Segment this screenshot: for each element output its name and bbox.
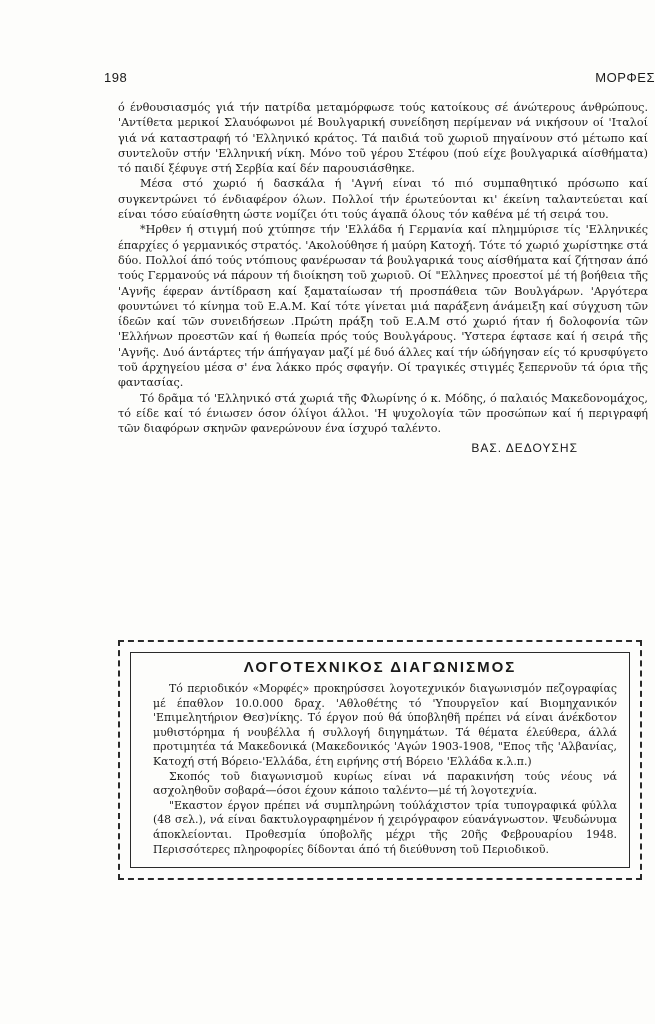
book-review-article <box>118 100 648 456</box>
article-paragraph: ό ένθουσιασμός γιά τήν πατρίδα μεταμόρφωσε τούς κατοίκους σέ άνώτερους άνθρώπους. 'Αντίθετα μερικοί Σλαυόφωνοι μέ Βουλγαρική συνείδηση περίμεναν νά νικήσουν οί 'Ιταλοί γιά νά καταστραφή τό 'Ελληνικό κράτος. Τά παιδιά τοῦ χωριοῦ πηγαίνουν στό μέτωπο καί συντελοῦν στήν 'Ελληνική νίκη. Μόνο τοῦ γέρου Στέφου (πού είχε βουλγαρικά αίσθήματα) τό παιδί ξέφυγε στή Σερβία καί δέν παρουσιάσθηκε. <box>118 101 648 176</box>
contest-title: ΛΟΓΟΤΕΧΝΙΚΟΣ ΔΙΑΓΩΝΙΣΜΟΣ <box>243 659 517 676</box>
contest-paragraph: Σκοπός τοῦ διαγωνισμοῦ κυρίως είναι νά παρακινήση τούς νέους νά ασχοληθοῦν σοβαρά—όσοι έχουν κάποιο ταλέντο—μέ τή λογοτεχνία. <box>153 769 617 798</box>
article-paragraph: Τό δρᾶμα τό 'Ελληνικό στά χωριά τῆς Φλωρίνης ό κ. Μόδης, ό παλαιός Μακεδονομάχος, τό είδε καί τό ένιωσεν όσον όλίγοι άλλοι. 'Η ψυχολογία τῶν προσώπων καί ή περιγραφή τῶν διαφόρων σκηνῶν φανερώνουν ένα ίσχυρό ταλέντο. <box>118 391 648 436</box>
page-number: 198 <box>104 70 128 85</box>
contest-paragraph: Τό περιοδικόν «Μορφές» προκηρύσσει λογοτεχνικόν διαγωνισμόν πεζογραφίας μέ έπαθλον 10.0.000 δραχ. 'Αθλοθέτης τό 'Υπουργεῖον καί Βιομηχανικόν 'Επιμελητήριον Θεσ)νίκης. Τό έργον πού θά ύποβληθῆ πρέπει νά είναι άνέκδοτον μυθιστόρημα ή νουβέλλα ή συλλογή διηγημάτων. Τά θέματα έλεύθερα, άλλά προτιμητέα τά Μακεδονικά (Μακεδονικός 'Αγών 1903-1908, "Επος τῆς 'Αλβανίας, Κατοχή στή Βόρειο-'Ελλάδα, έτη ειρήνης στή Βόρειο 'Ελλάδα κ.λ.π.) <box>153 682 617 768</box>
article-paragraph: *Ηρθεν ή στιγμή πού χτύπησε τήν 'Ελλάδα ή Γερμανία καί πλημμύρισε τίς 'Ελληνικές έπαρχίες ό γερμανικός στρατός. 'Ακολούθησε ή μαύρη Κατοχή. Τότε τό χωριό χωρίστηκε στά δύο. Πολλοί άπό τούς ντόπιους φανέρωσαν τά βουλγαρικά τους αίσθήματα καί ζήτησαν άπό τούς Γερμανούς νά πάρουν τή διοίκηση τοῦ χωριοῦ. Οί "Ελληνες προεστοί μέ τή βοήθεια τῆς 'Αγνῆς έφεραν άντίδραση καί ξαματαίωσαν τή προσπάθεια τῶν Βουλγάρων. 'Αργότερα φουντώνει τό κίνημα τοῦ Ε.Α.Μ. Καί τότε γίνεται μιά παράξενη άνάμειξη καί σύγχυση τῶν ίδεῶν καί τῶν συνειδήσεων .Πρώτη πράξη τοῦ Ε.Α.Μ στό χωριό ήταν ή δολοφονία τῶν 'Ελλήνων προεστῶν καί ή θωπεία πρός τούς Βουλγάρους. 'Υστερα έφτασε καί ή σειρά τῆς 'Αγνῆς. Δυό άντάρτες τήν άπήγαγαν μαζί μέ δυό άλλες καί τήν ώδήγησαν είς τό κρυσφύγετο τοῦ άρχηγείου μέσα σ' ένα λάκκο πρός σφαγήν. Οί τραγικές στιγμές ξεπερνοῦν τά όρια τῆς φαντασίας. <box>118 223 648 390</box>
running-title: ΜΟΡΦΕΣ <box>595 70 655 85</box>
contest-paragraph: "Εκαστον έργον πρέπει νά συμπληρώνη τούλάχιστον τρία τυπογραφικά φύλλα (48 σελ.), νά είναι δακτυλογραφημένον ή χειρόγραφον εύανάγνωστον. Ψευδώνυμα άποκλείονται. Προθεσμία ύποβολῆς μέχρι τῆς 20ῆς Φεβρουαρίου 1948. Περισσότερες πληροφορίες δίδονται άπό τή διεύθυνση τοῦ Περιοδικοῦ. <box>153 798 617 856</box>
page-header <box>104 70 655 85</box>
contest-inner-frame <box>130 652 630 868</box>
contest-body <box>131 682 629 857</box>
contest-announcement-box <box>118 640 642 880</box>
author-signature: ΒΑΣ. ΔΕΔΟΥΣΗΣ <box>471 440 578 455</box>
article-paragraph: Μέσα στό χωριό ή δασκάλα ή 'Αγνή είναι τό πιό συμπαθητικό πρόσωπο καί συγκεντρώνει τό ένδιαφέρον όλων. Πολλοί τήν έρωτεύονται κι' έκείνη ταλαντεύεται καί είναι τόσο εύαίσθητη ώστε νομίζει ότι τούς άγαπᾶ όλους τόν καθένα μέ τή σειρά του. <box>118 177 648 222</box>
